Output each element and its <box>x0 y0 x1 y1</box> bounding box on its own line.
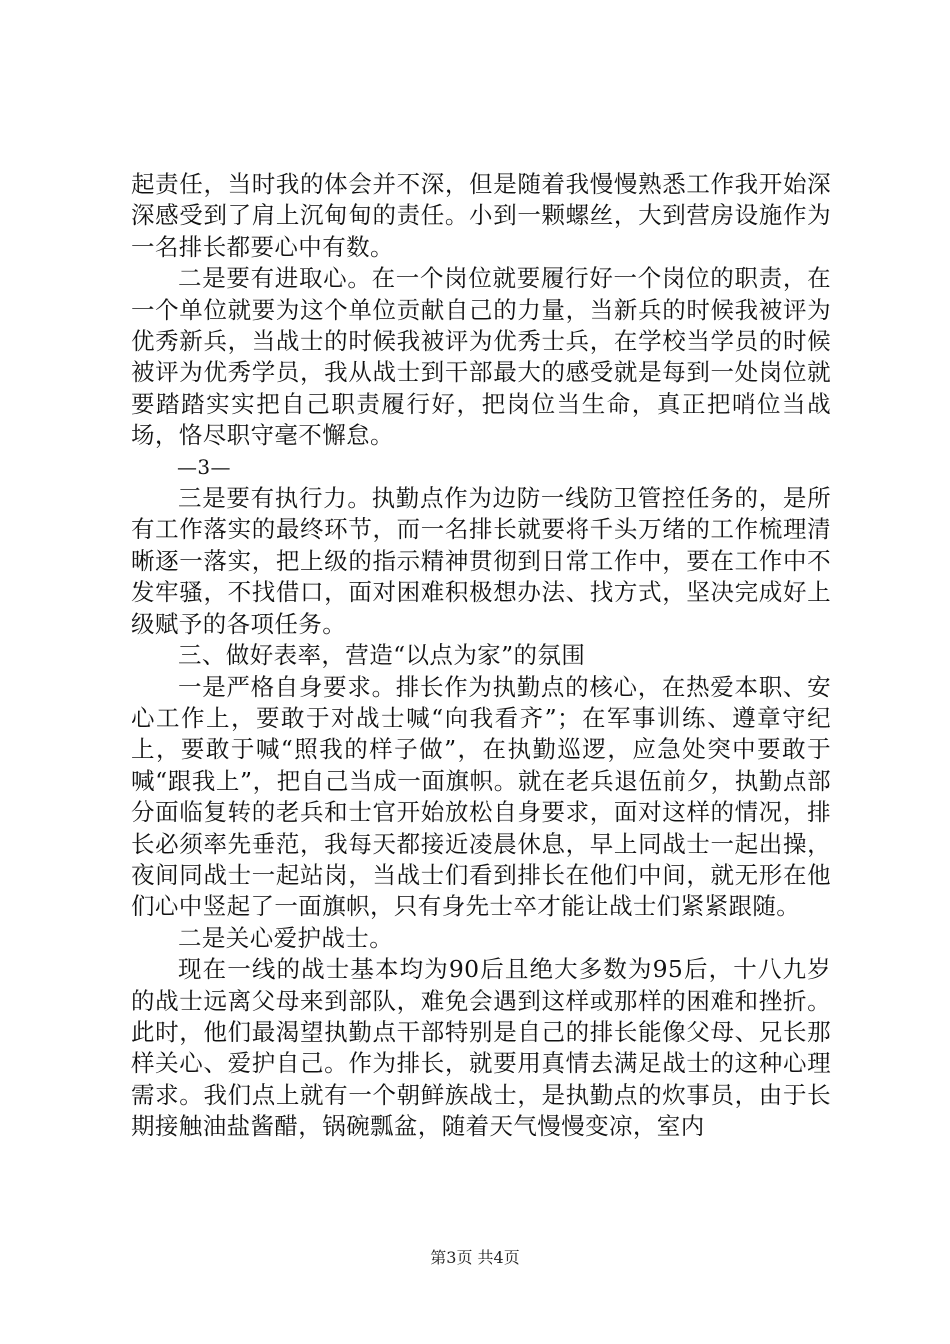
page-footer: 第3页 共4页 <box>430 1248 520 1267</box>
paragraph-care-heading: 二是关心爱护战士。 <box>178 923 394 952</box>
inline-page-marker: —3— <box>177 454 231 479</box>
paragraph-self-discipline: 一是严格自身要求。排长作为执勤点的核心，在热爱本职、安心工作上，要敢于对战士喊“向我看齐”；在军事训练、遵章守纪上，要敢于喊“照我的样子做”，在执勤巡逻，应急处突中要敢于喊“跟我上”，把自己当成一面旗帜。就在老兵退伍前夕，执勤点部分面临复转的老兵和士官开始放松自身要求，面对这样的情况，排长必须率先垂范，我每天都接近凌晨休息，早上同战士一起出操，夜间同战士一起站岗，当战士们看到排长在他们中间，就无形在他们心中竖起了一面旗帜，只有身先士卒才能让战士们紧紧跟随。 <box>131 672 831 921</box>
paragraph-execution: 三是要有执行力。执勤点作为边防一线防卫管控任务的，是所有工作落实的最终环节，而一名排长就要将千头万绪的工作梳理清晰逐一落实，把上级的指示精神贯彻到日常工作中，要在工作中不发牢骚，不找借口，面对困难积极想办法、找方式，坚决完成好上级赋予的各项任务。 <box>131 484 831 638</box>
paragraph-enterprise: 二是要有进取心。在一个岗位就要履行好一个岗位的职责，在一个单位就要为这个单位贡献自己的力量，当新兵的时候我被评为优秀新兵，当战士的时候我被评为优秀士兵，在学校当学员的时候被评为优秀学员，我从战士到干部最大的感受就是每到一处岗位就要踏踏实实把自己职责履行好，把岗位当生命，真正把哨位当战场，恪尽职守毫不懈怠。 <box>131 264 831 450</box>
section-heading: 三、做好表率，营造“以点为家”的氛围 <box>178 641 586 670</box>
paragraph-care-body: 现在一线的战士基本均为90后且绝大多数为95后，十八九岁的战士远离父母来到部队，难免会遇到这样或那样的困难和挫折。此时，他们最渴望执勤点干部特别是自己的排长能像父母、兄长那样关心、爱护自己。作为排长，就要用真情去满足战士的这种心理需求。我们点上就有一个朝鲜族战士，是执勤点的炊事员，由于长期接触油盐酱醋，锅碗瓢盆，随着天气慢慢变凉，室内 <box>131 955 831 1141</box>
paragraph-continuation: 起责任，当时我的体会并不深，但是随着我慢慢熟悉工作我开始深深感受到了肩上沉甸甸的责任。小到一颗螺丝，大到营房设施作为一名排长都要心中有数。 <box>131 170 831 261</box>
document-body <box>131 169 831 1143</box>
